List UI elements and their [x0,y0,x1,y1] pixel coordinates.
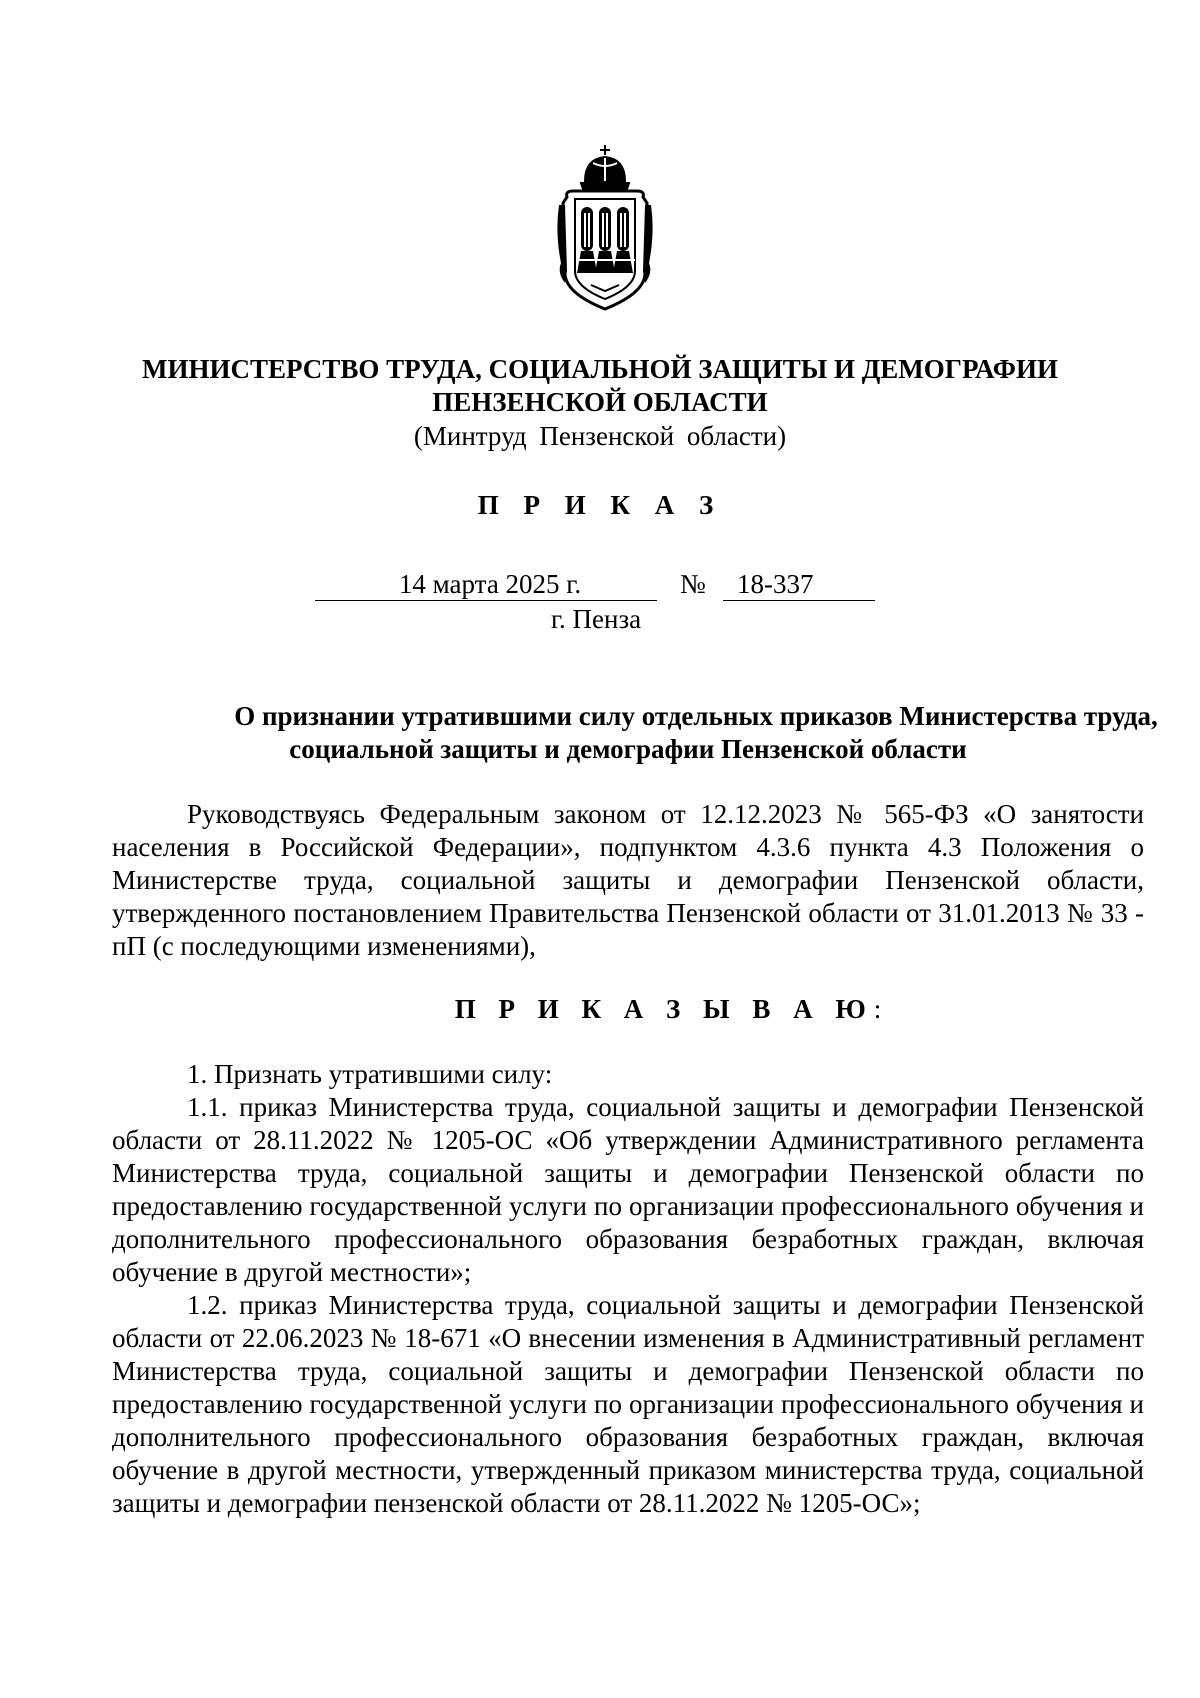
penza-coat-of-arms-icon [555,143,655,313]
document-city: г. Пенза [551,604,642,634]
item-1-text: 1. Признать утратившими силу: [187,1059,553,1089]
organization-name-line1: МИНИСТЕРСТВО ТРУДА, СОЦИАЛЬНОЙ ЗАЩИТЫ И ДЕМОГРАФИИ [141,354,1058,384]
decree-heading [0,993,1200,1026]
decree-colon: : [873,994,882,1024]
list-item [112,1289,1144,1520]
document-number: 18-337 [737,569,814,599]
list-item [112,1058,1144,1091]
document-subject-line1: О признании утратившими силу отдельных приказов Министерства труда, [234,701,1158,731]
item-1-1-text: 1.1. приказ Министерства труда, социальной защиты и демографии Пензенской области от 28.11.2022 № 1205-ОС «Об утверждении Административного регламента Министерства труда, социальной защиты и демографии Пензенской области по предоставлению государственной услуги по организации профессионального обучения и дополнительного профессионального образования безработных граждан, включая обучение в другой местности»; [112,1092,1144,1287]
document-date-field [315,568,657,601]
organization-short-name: (Минтруд Пензенской области) [413,421,787,451]
decree-word: П Р И К А З Ы В А Ю [454,994,874,1024]
document-number-field [723,568,875,601]
document-date: 14 марта 2025 г. [398,569,582,599]
item-1-2-text: 1.2. приказ Министерства труда, социальной защиты и демографии Пензенской области от 22.06.2023 № 18-671 «О внесении изменения в Административный регламент Министерства труда, социальной защиты и демографии Пензенской области по предоставлению государственной услуги по организации профессионального обучения и дополнительного профессионального образования безработных граждан, включая обучение в другой местности, утвержденный приказом министерства труда, социальной защиты и демографии пензенской области от 28.11.2022 № 1205-ОС»; [112,1290,1144,1518]
document-subject-line2: социальной защиты и демографии Пензенской области [289,734,967,764]
list-item [112,1091,1144,1289]
preamble-paragraph [112,798,1144,963]
number-sign: № [680,569,706,599]
document-type-title: П Р И К А З [477,490,723,520]
preamble-text: Руководствуясь Федеральным законом от 12.12.2023 № 565-ФЗ «О занятости населения в Российской Федерации», подпунктом 4.3.6 пункта 4.3 Положения о Министерстве труда, социальной защиты и демографии Пензенской области, утвержденного постановлением Правительства Пензенской области от 31.01.2013 № 33 - пП (с последующими изменениями), [112,799,1144,961]
organization-name-line2: ПЕНЗЕНСКОЙ ОБЛАСТИ [432,387,768,417]
